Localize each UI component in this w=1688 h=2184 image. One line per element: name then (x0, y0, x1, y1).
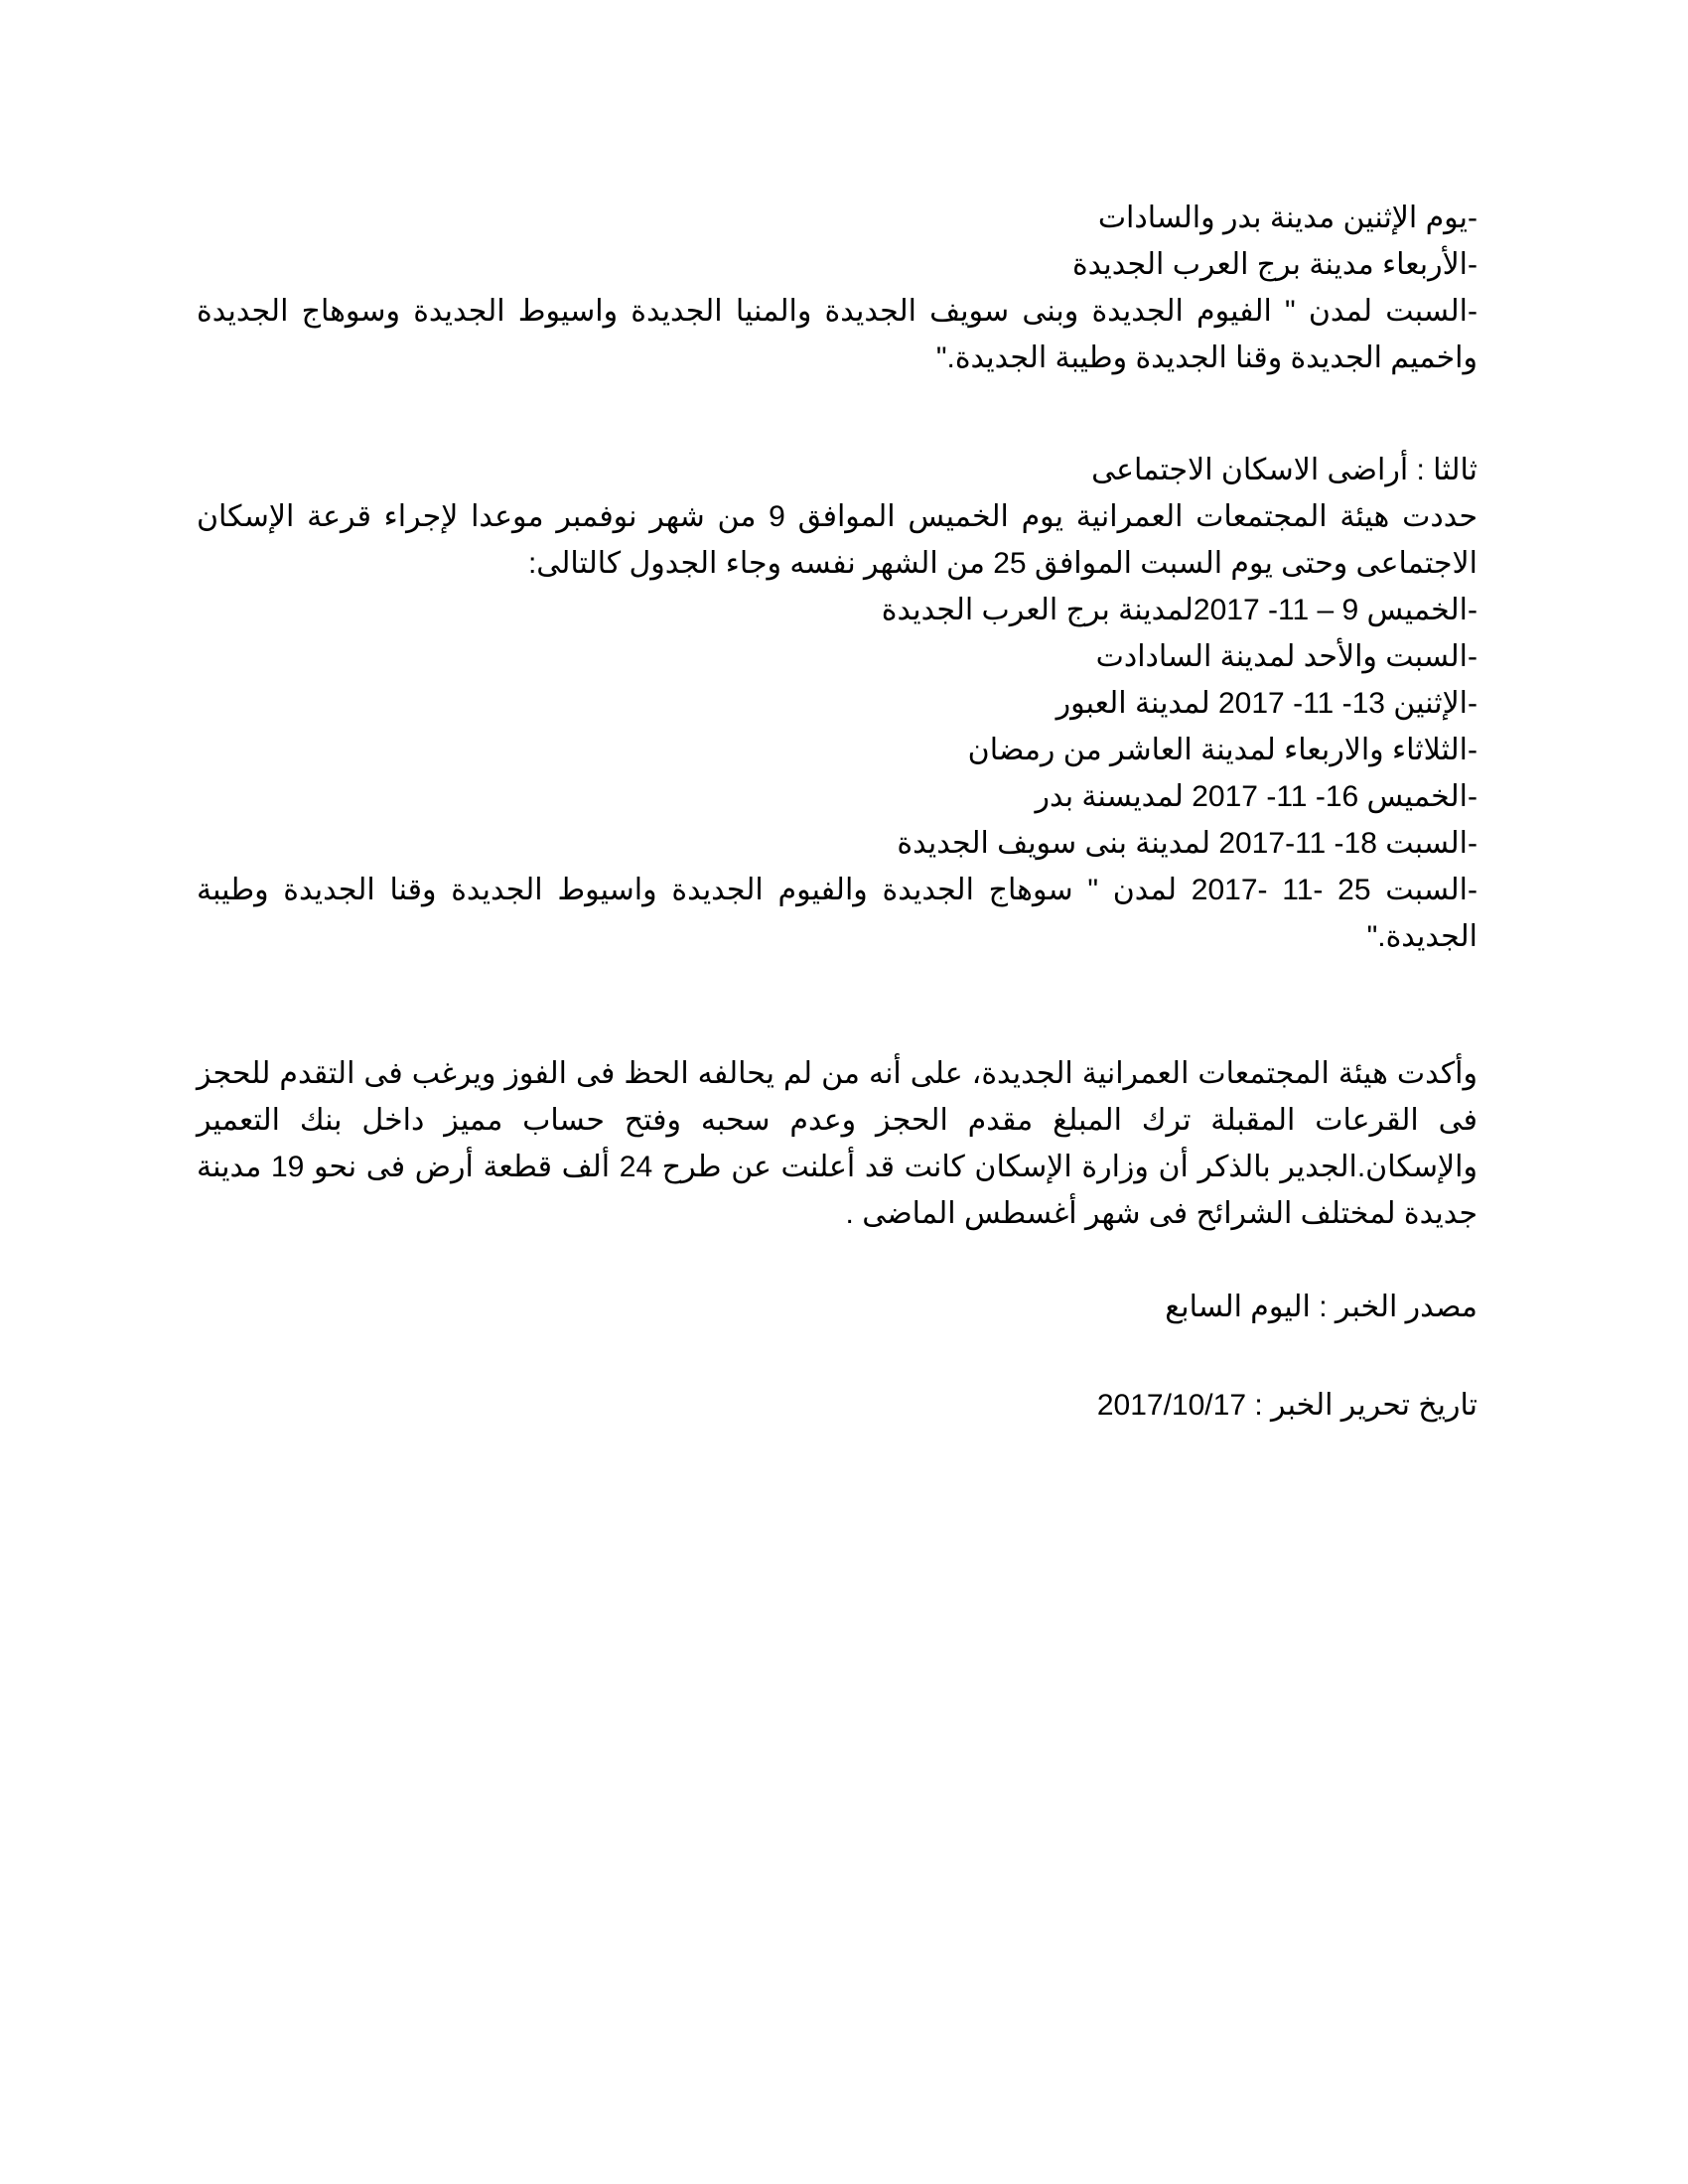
city-schedule-list (197, 195, 1477, 381)
source-text: مصدر الخبر : اليوم السابع (1165, 1291, 1477, 1323)
news-source (197, 1284, 1477, 1330)
list-item: -الثلاثاء والاربعاء لمدينة العاشر من رمضان (967, 734, 1477, 766)
schedule-line-saturday: -السبت لمدن " الفيوم الجديدة وبنى سويف الجديدة والمنيا الجديدة واسيوط الجديدة وسوهاج الجديدة واخميم الجديدة وقنا الجديدة وطيبة الجديدة." (197, 295, 1477, 374)
list-item: -الخميس 16- 11- 2017 لمديسنة بدر (1035, 780, 1477, 813)
closing-paragraph (197, 1050, 1477, 1237)
list-item: -السبت 18- 11-2017 لمدينة بنى سويف الجديدة (897, 827, 1477, 860)
social-housing-section (197, 447, 1477, 960)
list-item: -الخميس 9 – 11- 2017لمدينة برج العرب الجديدة (881, 594, 1477, 626)
section-intro: حددت هيئة المجتمعات العمرانية يوم الخميس الموافق 9 من شهر نوفمبر موعدا لإجراء قرعة الإسكان الاجتماعى وحتى يوم السبت الموافق 25 من الشهر نفسه وجاء الجدول كالتالى: (197, 500, 1477, 580)
schedule-line-monday: -يوم الإثنين مدينة بدر والسادات (1097, 202, 1477, 234)
list-item: -الإثنين 13- 11- 2017 لمدينة العبور (1055, 687, 1477, 720)
section-heading: ثالثا : أراضى الاسكان الاجتماعى (1091, 454, 1477, 486)
paragraph-text: وأكدت هيئة المجتمعات العمرانية الجديدة، على أنه من لم يحالفه الحظ فى الفوز ويرغب فى التقدم للحجز فى القرعات المقبلة ترك المبلغ مقدم الحجز وعدم سحبه وفتح حساب مميز داخل بنك التعمير والإسكان.الجدير بالذكر أن وزارة الإسكان كانت قد أعلنت عن طرح 24 ألف قطعة أرض فى نحو 19 مدينة جديدة لمختلف الشرائح فى شهر أغسطس الماضى . (197, 1057, 1477, 1230)
list-item: -السبت والأحد لمدينة السادادت (1095, 640, 1477, 673)
edit-date-text: تاريخ تحرير الخبر : 2017/10/17 (1096, 1389, 1477, 1422)
news-edit-date (197, 1382, 1477, 1429)
list-item: -السبت 25 -11 -2017 لمدن " سوهاج الجديدة والفيوم الجديدة واسيوط الجديدة وقنا الجديدة وطيبة الجديدة." (197, 874, 1477, 953)
schedule-line-wednesday: -الأربعاء مدينة برج العرب الجديدة (1071, 248, 1477, 281)
